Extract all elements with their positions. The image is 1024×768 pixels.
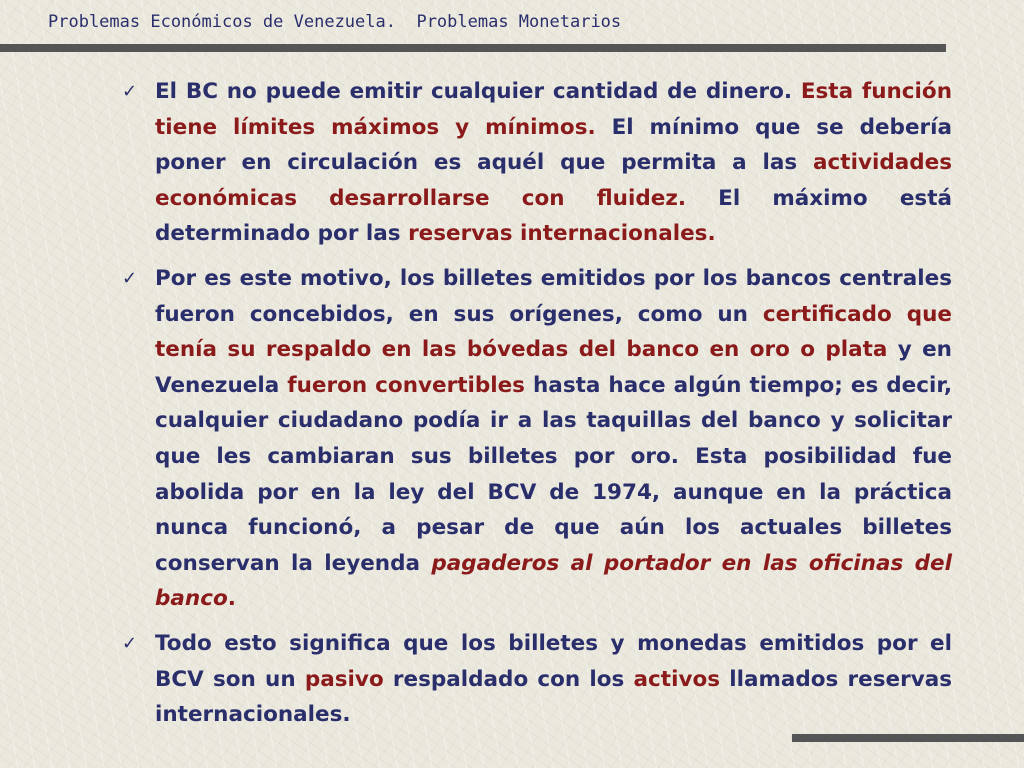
check-icon: ✓ [122,267,138,289]
bullet-text-segment: El máximo está determinado por las [155,185,952,247]
check-icon: ✓ [122,81,138,102]
bullet-item [122,626,952,733]
bullet-text-segment: respaldado con los [383,666,634,692]
bullet-text-segment: Todo esto significa que los billetes y monedas emitidos por el BCV son un [155,630,952,692]
bullet-highlight-segment: certificado que tenía su respaldo en las bóvedas del banco en oro o plata [155,301,952,363]
bullet-text-segment: hasta hace algún tiempo; es decir, cualquier ciudadano podía ir a las taquillas del banco y solicitar que les cambiaran sus billetes por oro. Esta posibilidad fue abolida por en la ley del BCV de 1974, aunque en la práctica nunca funcionó, a pesar de que aún los actuales billetes conservan la leyenda [155,372,952,576]
bullet-highlight-italic-segment: pagaderos al portador en las oficinas del banco [155,550,952,612]
bullet-highlight-segment: Esta función tiene límites máximos y mínimos. [155,79,952,140]
bullet-highlight-segment: pasivo [304,666,384,692]
bullet-text-segment: llamados reservas internacionales. [155,666,953,728]
bullet-highlight-segment: actividades económicas desarrollarse con fluidez. [155,150,952,211]
footer-divider [792,734,1024,742]
header-divider [0,44,946,52]
bullet-highlight-segment: fueron convertibles [287,372,525,398]
bullet-text-segment: . [227,586,236,612]
bullet-text-segment: y en Venezuela [155,337,952,398]
bullet-text-segment: El BC no puede emitir cualquier cantidad de dinero. [155,79,801,104]
bullet-item [122,74,952,252]
bullet-highlight-segment: reservas internacionales. [408,221,716,247]
slide-header-title: Problemas Económicos de Venezuela. Problemas Monetarios [48,12,622,32]
bullet-text-segment: Por es este motivo, los billetes emitidos por los bancos centrales fueron concebidos, en sus orígenes, como un [155,265,952,327]
bullet-highlight-segment: activos [633,666,721,692]
bullet-text-segment: El mínimo que se debería poner en circulación es aquél que permita a las [155,114,953,176]
slide-content [122,74,952,742]
check-icon: ✓ [122,632,138,654]
bullet-item [122,261,952,617]
